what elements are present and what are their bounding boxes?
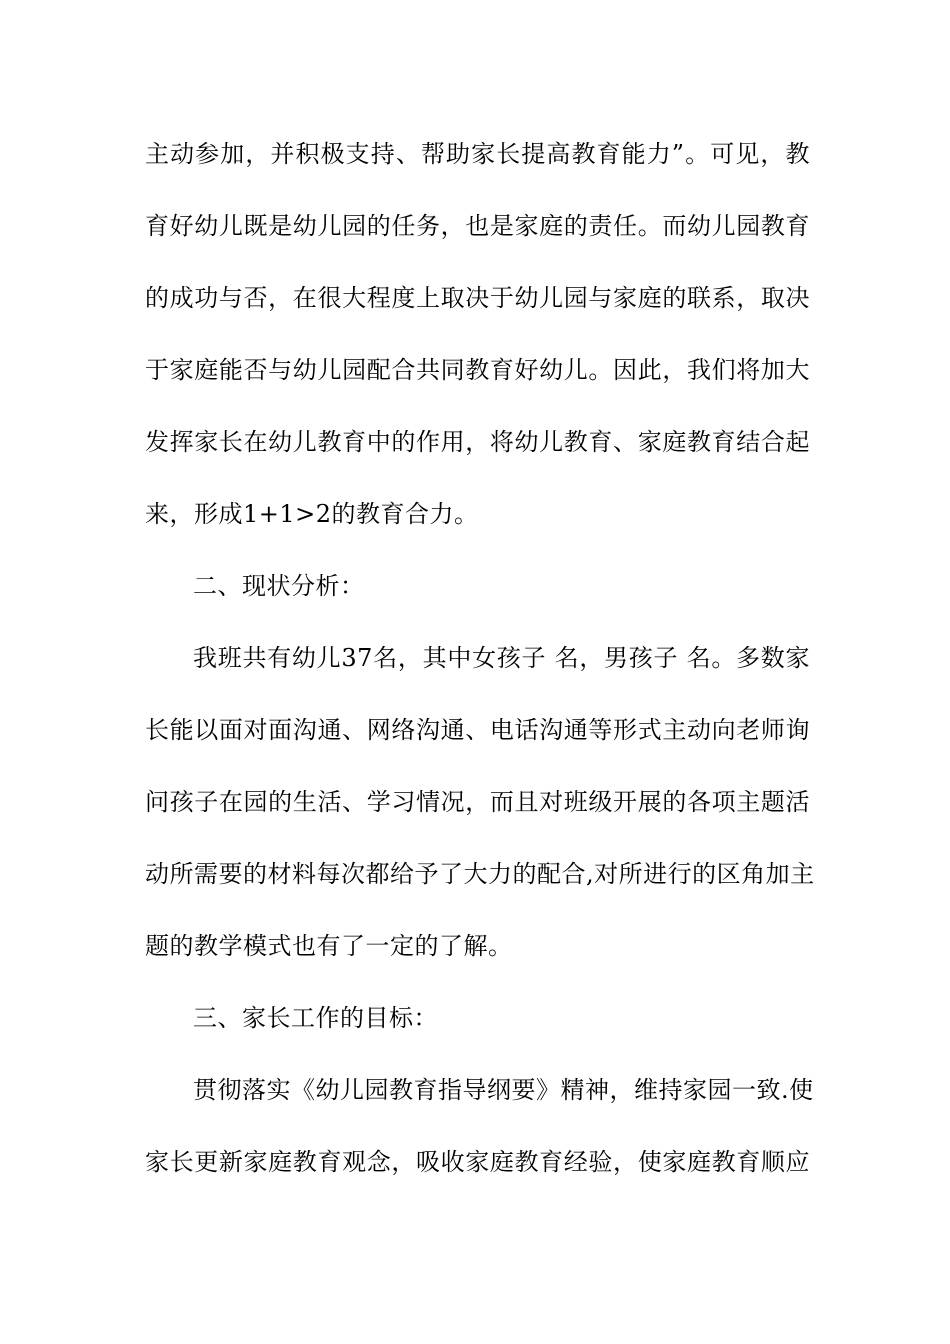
paragraph-line: 问孩子在园的生活、学习情况，而且对班级开展的各项主题活 xyxy=(145,788,810,816)
paragraph-line: 的成功与否，在很大程度上取决于幼儿园与家庭的联系，取决 xyxy=(145,284,810,312)
paragraph-line: 我班共有幼儿37名，其中女孩子 名，男孩子 名。多数家 xyxy=(193,644,810,672)
paragraph-line: 家长更新家庭教育观念，吸收家庭教育经验，使家庭教育顺应 xyxy=(145,1148,810,1176)
paragraph-line: 于家庭能否与幼儿园配合共同教育好幼儿。因此，我们将加大 xyxy=(145,356,810,384)
section-heading: 二、现状分析： xyxy=(193,572,365,600)
paragraph-line: 贯彻落实《幼儿园教育指导纲要》精神，维持家园一致.使 xyxy=(193,1076,814,1104)
paragraph-line: 育好幼儿既是幼儿园的任务，也是家庭的责任。而幼儿园教育 xyxy=(145,212,810,240)
paragraph-line: 题的教学模式也有了一定的了解。 xyxy=(145,932,513,960)
paragraph-line: 来，形成1+1>2的教育合力。 xyxy=(145,500,479,528)
paragraph-line: 长能以面对面沟通、网络沟通、电话沟通等形式主动向老师询 xyxy=(145,716,810,744)
paragraph-line: 主动参加，并积极支持、帮助家长提高教育能力”。可见，教 xyxy=(145,140,810,168)
section-heading: 三、家长工作的目标： xyxy=(193,1004,438,1032)
paragraph-line: 动所需要的材料每次都给予了大力的配合,对所进行的区角加主 xyxy=(145,860,815,888)
paragraph-line: 发挥家长在幼儿教育中的作用，将幼儿教育、家庭教育结合起 xyxy=(145,428,810,456)
